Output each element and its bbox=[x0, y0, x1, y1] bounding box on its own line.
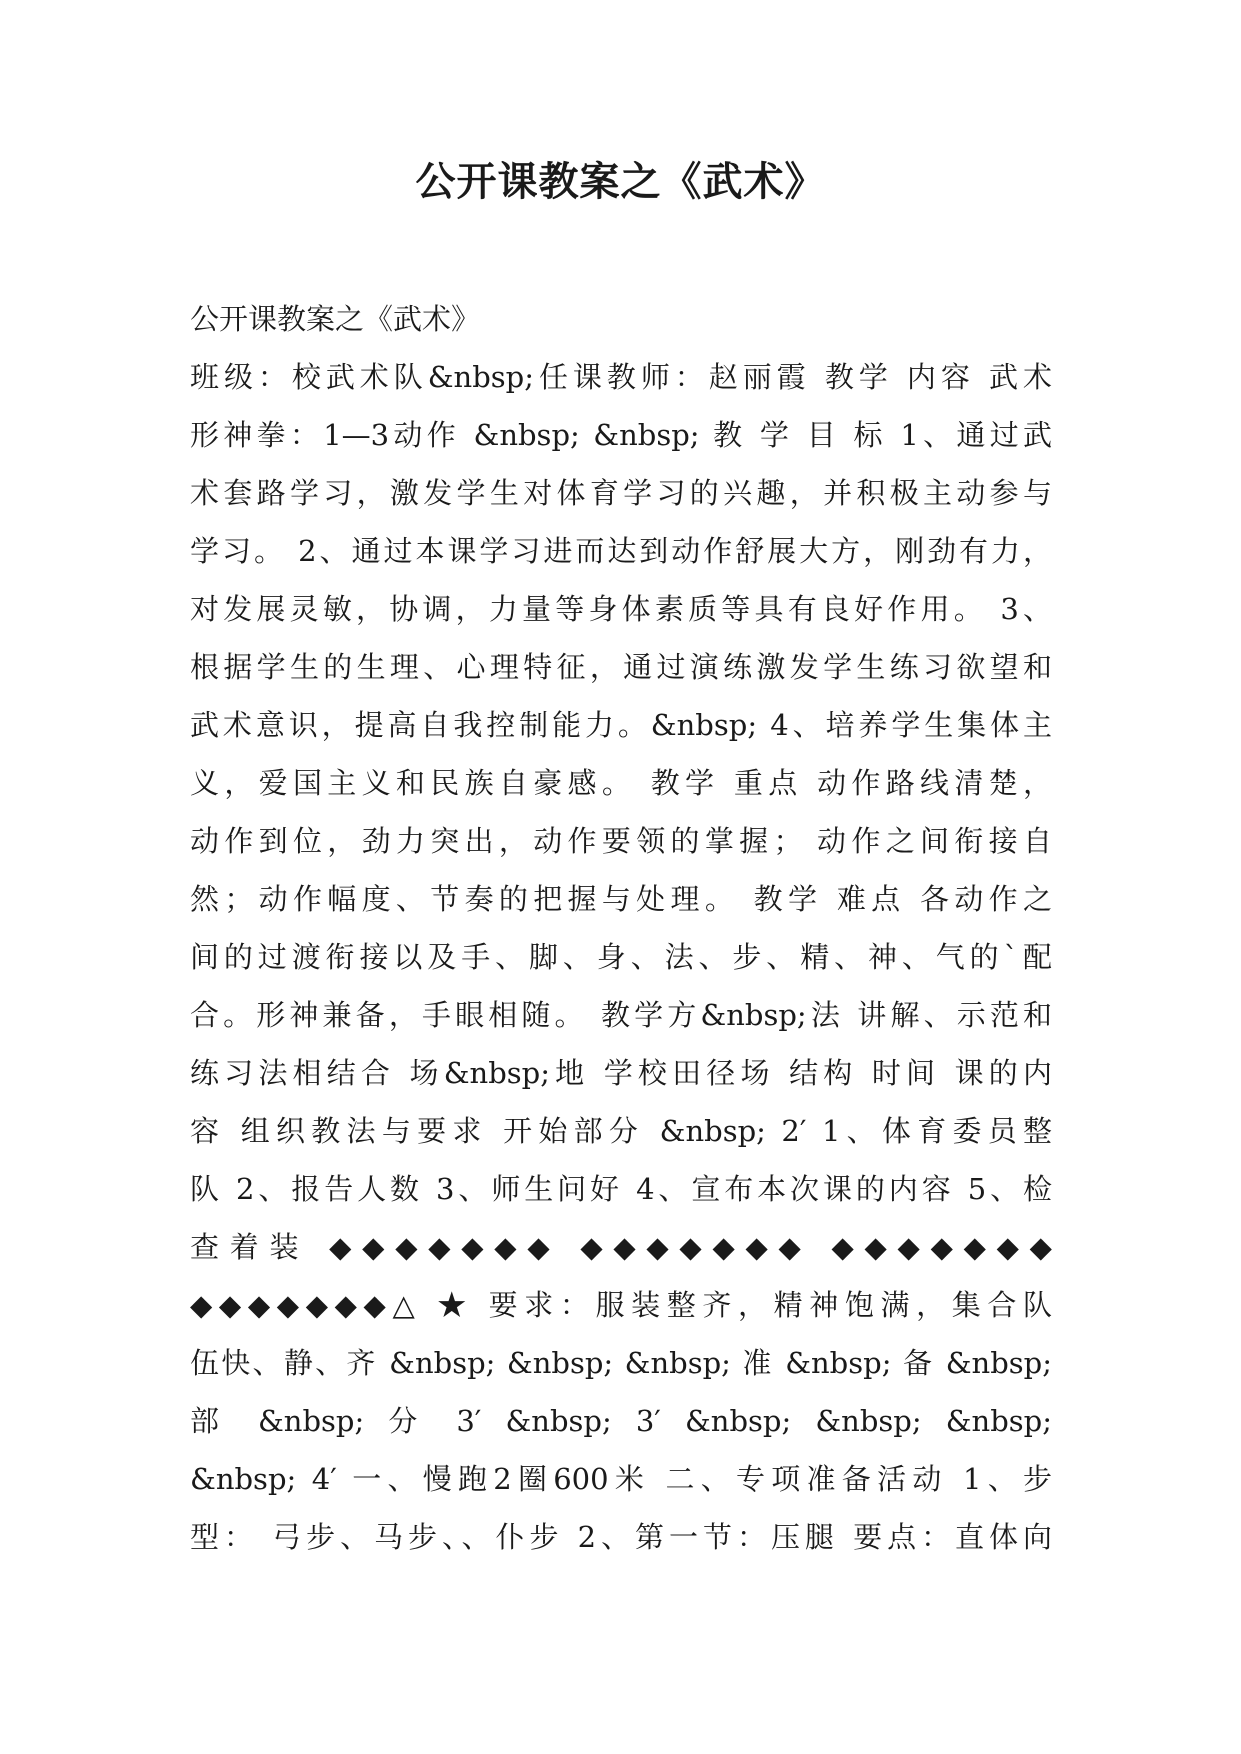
document-body bbox=[190, 290, 1052, 1566]
document-title: 公开课教案之《武术》 bbox=[415, 159, 826, 205]
body-line: 对发展灵敏，协调，力量等身体素质等具有良好作用。 3、 bbox=[190, 592, 1052, 626]
body-line: 查着装 ◆◆◆◆◆◆◆ ◆◆◆◆◆◆◆ ◆◆◆◆◆◆◆ bbox=[190, 1230, 1052, 1264]
body-line: 形神拳：1—3动作 &nbsp; &nbsp; 教 学 目 标 1、通过武 bbox=[190, 418, 1052, 452]
body-line: 部 &nbsp; 分 3′ &nbsp; 3′ &nbsp; &nbsp; &nbsp; bbox=[190, 1404, 1052, 1438]
body-line: 间的过渡衔接以及手、脚、身、法、步、精、神、气的`配 bbox=[190, 940, 1052, 974]
body-line: 班级：校武术队&nbsp;任课教师：赵丽霞 教学 内容 武术 bbox=[190, 360, 1052, 394]
body-line: 术套路学习，激发学生对体育学习的兴趣，并积极主动参与 bbox=[190, 476, 1052, 510]
body-line: 练习法相结合 场&nbsp;地 学校田径场 结构 时间 课的内 bbox=[190, 1056, 1052, 1090]
body-line: 然；动作幅度、节奏的把握与处理。 教学 难点 各动作之 bbox=[190, 882, 1052, 916]
body-line: &nbsp; 4′ 一、慢跑2圈600米 二、专项准备活动 1、步 bbox=[190, 1462, 1052, 1496]
body-line: 队 2、报告人数 3、师生问好 4、宣布本次课的内容 5、检 bbox=[190, 1172, 1052, 1206]
body-line: 型： 弓步、马步、、仆步 2、第一节：压腿 要点：直体向 bbox=[190, 1520, 1052, 1554]
body-line: 武术意识，提高自我控制能力。&nbsp; 4、培养学生集体主 bbox=[190, 708, 1052, 742]
body-line: 根据学生的生理、心理特征，通过演练激发学生练习欲望和 bbox=[190, 650, 1052, 684]
body-line: 伍快、静、齐 &nbsp; &nbsp; &nbsp; 准 &nbsp; 备 &nbsp; bbox=[190, 1346, 1052, 1380]
body-line: 动作到位，劲力突出，动作要领的掌握； 动作之间衔接自 bbox=[190, 824, 1052, 858]
body-line: ◆◆◆◆◆◆◆△ ★ 要求：服装整齐，精神饱满，集合队 bbox=[190, 1288, 1052, 1322]
body-line: 公开课教案之《武术》 bbox=[190, 302, 481, 336]
body-line: 容 组织教法与要求 开始部分 &nbsp; 2′ 1、体育委员整 bbox=[190, 1114, 1052, 1148]
body-line: 学习。 2、通过本课学习进而达到动作舒展大方，刚劲有力， bbox=[190, 534, 1052, 568]
body-line: 合。形神兼备，手眼相随。 教学方&nbsp;法 讲解、示范和 bbox=[190, 998, 1052, 1032]
body-line: 义，爱国主义和民族自豪感。 教学 重点 动作路线清楚， bbox=[190, 766, 1052, 800]
